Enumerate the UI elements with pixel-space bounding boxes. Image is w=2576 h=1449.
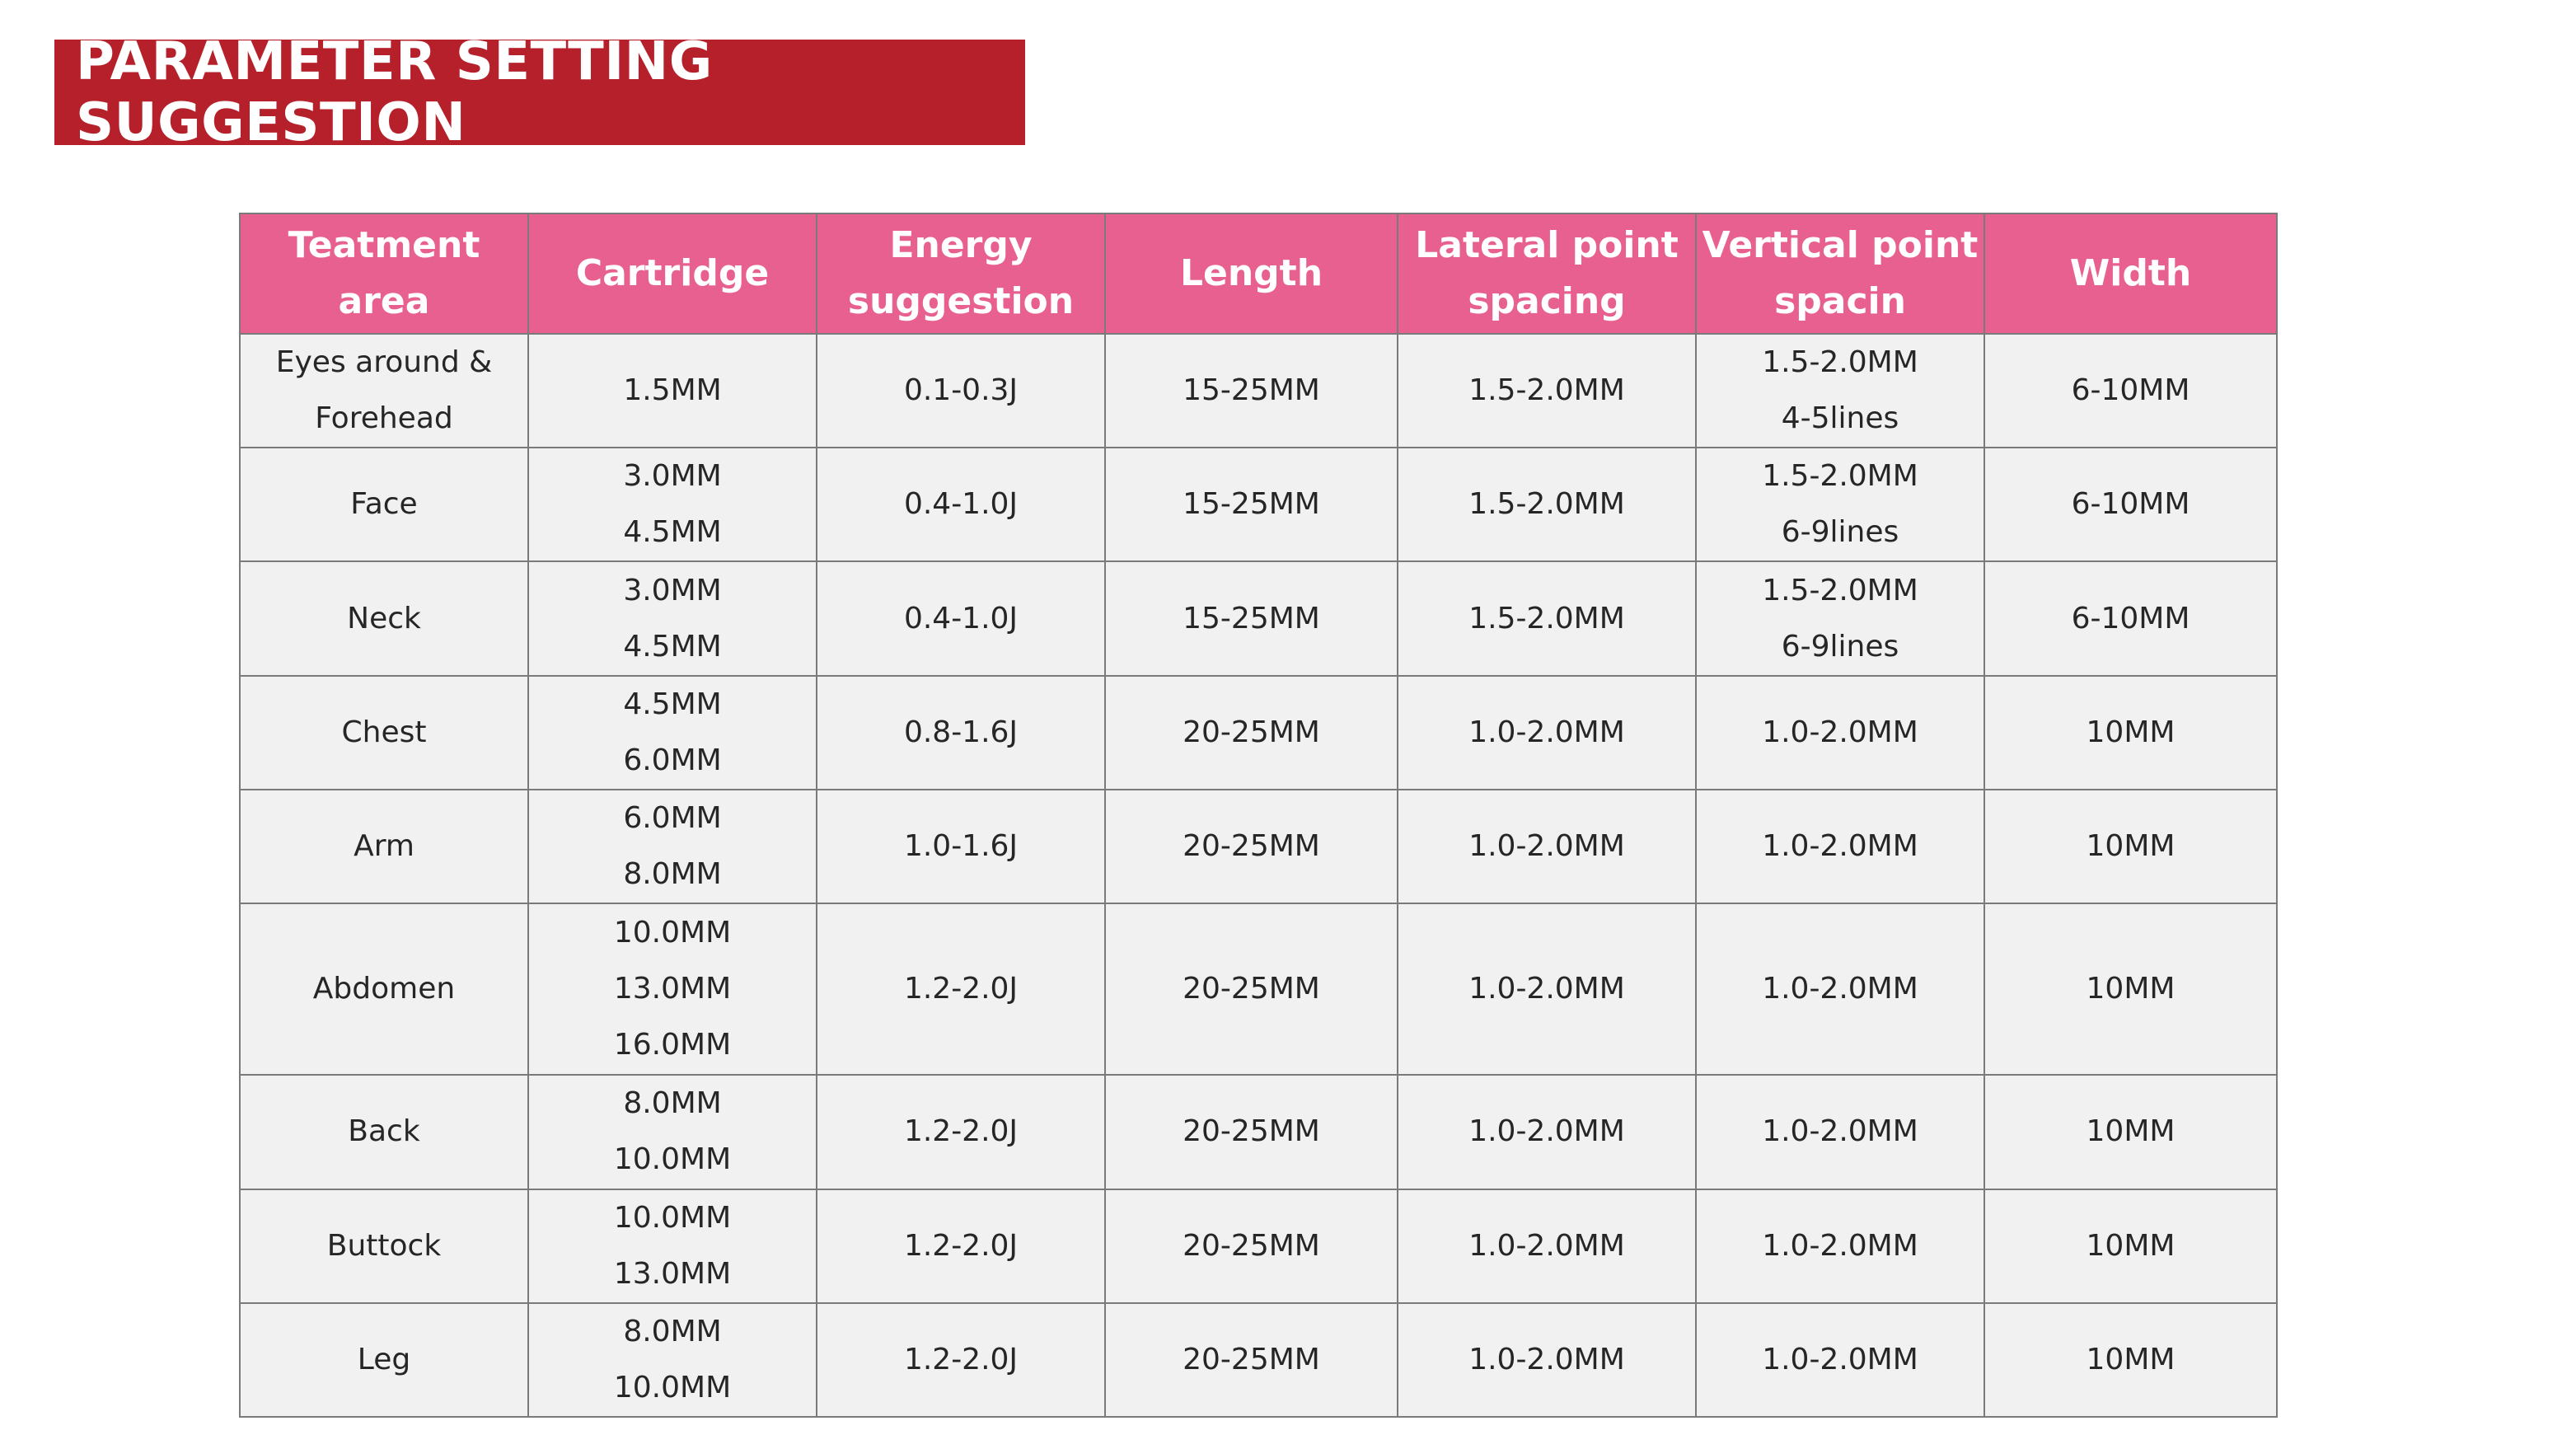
cell-area — [240, 1075, 528, 1189]
column-header-width: Width — [1984, 213, 2277, 334]
cell-text: 20-25MM — [1183, 1114, 1320, 1149]
cell-text: Arm — [354, 828, 415, 863]
cell-lateral — [1398, 676, 1696, 790]
cell-lateral — [1398, 790, 1696, 903]
table-header-row — [240, 213, 2277, 334]
cell-length — [1105, 334, 1398, 448]
cell-lateral — [1398, 1189, 1696, 1303]
cell-text: 1.0-2.0MM — [1468, 828, 1625, 863]
cell-energy — [817, 676, 1105, 790]
cell-text: 10MM — [2086, 1342, 2176, 1376]
cell-lateral — [1398, 1303, 1696, 1417]
cell-text: 15-25MM — [1183, 487, 1320, 522]
cell-text: 0.4-1.0J — [903, 487, 1019, 522]
cell-text: 1.2-2.0J — [903, 1228, 1019, 1263]
cell-area — [240, 334, 528, 448]
page-title: PARAMETER SETTING SUGGESTION — [54, 40, 1025, 145]
cell-text: 10.0MM — [613, 1370, 732, 1404]
table-body — [240, 334, 2277, 1417]
cell-length — [1105, 790, 1398, 903]
cell-text: 1.5-2.0MM — [1762, 573, 1918, 607]
cell-text: 16.0MM — [613, 1028, 732, 1062]
cell-width — [1984, 334, 2277, 448]
cell-text: 6.0MM — [623, 743, 722, 777]
column-header-lateral: Lateral point spacing — [1398, 213, 1696, 334]
cell-text: 8.0MM — [623, 856, 722, 891]
cell-text: 3.0MM — [623, 573, 722, 607]
cell-text: 20-25MM — [1183, 1342, 1320, 1376]
table-row — [240, 790, 2277, 903]
cell-vertical — [1696, 790, 1984, 903]
table-row — [240, 448, 2277, 561]
cell-area — [240, 1189, 528, 1303]
cell-text: Forehead — [315, 401, 453, 436]
cell-text: 10.0MM — [613, 1200, 732, 1235]
cell-cartridge — [528, 676, 817, 790]
cell-text: 20-25MM — [1183, 828, 1320, 863]
cell-text: 1.5-2.0MM — [1762, 459, 1918, 494]
cell-area — [240, 448, 528, 561]
cell-text: 6-9lines — [1781, 515, 1899, 550]
cell-width — [1984, 1303, 2277, 1417]
cell-text: Leg — [357, 1342, 411, 1376]
column-header-area: Teatment area — [240, 213, 528, 334]
column-header-length: Length — [1105, 213, 1398, 334]
cell-text: 10MM — [2086, 828, 2176, 863]
table-row — [240, 1303, 2277, 1417]
cell-text: 1.0-2.0MM — [1762, 1114, 1918, 1149]
cell-length — [1105, 1075, 1398, 1189]
cell-text: 0.1-0.3J — [903, 373, 1019, 408]
cell-text: 1.2-2.0J — [903, 1342, 1019, 1376]
cell-vertical — [1696, 1075, 1984, 1189]
cell-length — [1105, 448, 1398, 561]
cell-text: Chest — [341, 715, 427, 749]
parameter-table-container — [239, 213, 2276, 1418]
cell-text: 13.0MM — [613, 1256, 732, 1291]
cell-lateral — [1398, 1075, 1696, 1189]
cell-vertical — [1696, 561, 1984, 675]
cell-width — [1984, 561, 2277, 675]
cell-text: 1.5-2.0MM — [1468, 487, 1625, 522]
cell-width — [1984, 903, 2277, 1075]
cell-text: 10MM — [2086, 972, 2176, 1006]
cell-text: 4-5lines — [1781, 401, 1899, 436]
column-header-vertical: Vertical point spacin — [1696, 213, 1984, 334]
cell-text: 6-9lines — [1781, 629, 1899, 664]
cell-area — [240, 1303, 528, 1417]
cell-text: 1.5MM — [623, 373, 722, 408]
cell-text: 4.5MM — [623, 629, 722, 664]
cell-text: Neck — [347, 601, 421, 635]
cell-text: 1.0-2.0MM — [1468, 1228, 1625, 1263]
cell-text: 6.0MM — [623, 800, 722, 835]
cell-energy — [817, 561, 1105, 675]
cell-text: Back — [348, 1114, 420, 1149]
table-row — [240, 903, 2277, 1075]
table-row — [240, 561, 2277, 675]
column-header-energy: Energy suggestion — [817, 213, 1105, 334]
cell-cartridge — [528, 790, 817, 903]
cell-text: 8.0MM — [623, 1086, 722, 1121]
cell-text: 20-25MM — [1183, 715, 1320, 749]
cell-vertical — [1696, 1189, 1984, 1303]
cell-area — [240, 790, 528, 903]
table-row — [240, 334, 2277, 448]
cell-text: 1.0-2.0MM — [1468, 1114, 1625, 1149]
table-row — [240, 676, 2277, 790]
cell-energy — [817, 790, 1105, 903]
cell-text: 0.8-1.6J — [903, 715, 1019, 749]
cell-text: 1.5-2.0MM — [1468, 601, 1625, 635]
cell-text: 3.0MM — [623, 459, 722, 494]
cell-text: 0.4-1.0J — [903, 601, 1019, 635]
cell-cartridge — [528, 561, 817, 675]
cell-text: 1.2-2.0J — [903, 1114, 1019, 1149]
cell-energy — [817, 903, 1105, 1075]
cell-text: 10MM — [2086, 1114, 2176, 1149]
cell-length — [1105, 903, 1398, 1075]
table-row — [240, 1075, 2277, 1189]
cell-text: Buttock — [326, 1228, 442, 1263]
cell-text: 1.2-2.0J — [903, 972, 1019, 1006]
cell-lateral — [1398, 448, 1696, 561]
cell-vertical — [1696, 334, 1984, 448]
cell-lateral — [1398, 561, 1696, 675]
cell-text: 20-25MM — [1183, 972, 1320, 1006]
cell-area — [240, 561, 528, 675]
cell-text: 10MM — [2086, 715, 2176, 749]
cell-width — [1984, 790, 2277, 903]
cell-text: Eyes around & — [275, 345, 493, 380]
cell-area — [240, 903, 528, 1075]
cell-cartridge — [528, 903, 817, 1075]
cell-text: 8.0MM — [623, 1314, 722, 1348]
cell-text: 10.0MM — [613, 916, 732, 950]
cell-text: Face — [350, 487, 418, 522]
cell-length — [1105, 676, 1398, 790]
cell-vertical — [1696, 448, 1984, 561]
cell-cartridge — [528, 448, 817, 561]
cell-length — [1105, 1189, 1398, 1303]
column-header-cartridge: Cartridge — [528, 213, 817, 334]
cell-text: 13.0MM — [613, 972, 732, 1006]
cell-energy — [817, 448, 1105, 561]
cell-text: 1.0-2.0MM — [1468, 715, 1625, 749]
cell-energy — [817, 334, 1105, 448]
cell-text: 1.0-1.6J — [903, 828, 1019, 863]
cell-text: 6-10MM — [2071, 601, 2190, 635]
cell-energy — [817, 1075, 1105, 1189]
cell-energy — [817, 1303, 1105, 1417]
cell-vertical — [1696, 903, 1984, 1075]
cell-text: Abdomen — [312, 972, 456, 1006]
cell-length — [1105, 1303, 1398, 1417]
cell-cartridge — [528, 1075, 817, 1189]
cell-width — [1984, 448, 2277, 561]
parameter-table — [239, 213, 2278, 1418]
cell-text: 6-10MM — [2071, 373, 2190, 408]
cell-text: 15-25MM — [1183, 373, 1320, 408]
cell-vertical — [1696, 1303, 1984, 1417]
cell-lateral — [1398, 903, 1696, 1075]
cell-text: 10.0MM — [613, 1142, 732, 1177]
cell-text: 1.0-2.0MM — [1762, 828, 1918, 863]
cell-text: 20-25MM — [1183, 1228, 1320, 1263]
cell-text: 15-25MM — [1183, 601, 1320, 635]
cell-cartridge — [528, 334, 817, 448]
cell-lateral — [1398, 334, 1696, 448]
cell-text: 4.5MM — [623, 515, 722, 550]
cell-cartridge — [528, 1189, 817, 1303]
cell-width — [1984, 1189, 2277, 1303]
cell-text: 1.0-2.0MM — [1762, 1342, 1918, 1376]
cell-text: 1.0-2.0MM — [1762, 715, 1918, 749]
cell-text: 6-10MM — [2071, 487, 2190, 522]
cell-text: 1.0-2.0MM — [1468, 972, 1625, 1006]
cell-text: 4.5MM — [623, 687, 722, 721]
cell-length — [1105, 561, 1398, 675]
cell-text: 10MM — [2086, 1228, 2176, 1263]
cell-width — [1984, 1075, 2277, 1189]
cell-area — [240, 676, 528, 790]
cell-text: 1.0-2.0MM — [1762, 1228, 1918, 1263]
cell-width — [1984, 676, 2277, 790]
cell-text: 1.5-2.0MM — [1468, 373, 1625, 408]
cell-vertical — [1696, 676, 1984, 790]
cell-text: 1.0-2.0MM — [1468, 1342, 1625, 1376]
cell-cartridge — [528, 1303, 817, 1417]
table-row — [240, 1189, 2277, 1303]
cell-text: 1.5-2.0MM — [1762, 345, 1918, 380]
cell-energy — [817, 1189, 1105, 1303]
cell-text: 1.0-2.0MM — [1762, 972, 1918, 1006]
